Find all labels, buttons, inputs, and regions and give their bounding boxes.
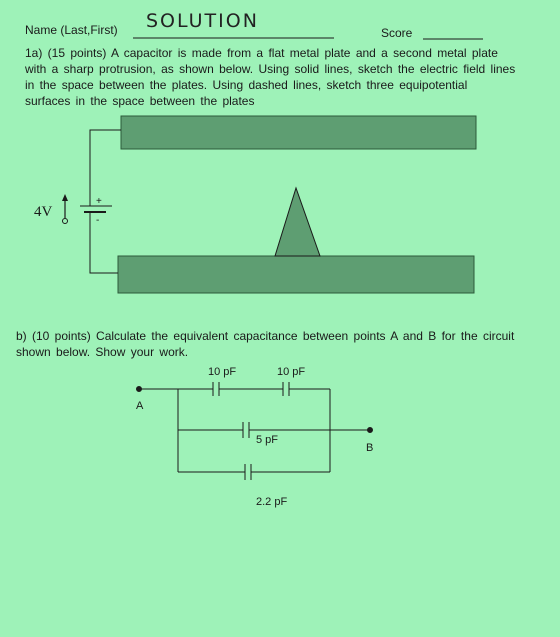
cap-middle-label: 5 pF [256, 434, 279, 446]
score-label: Score [381, 26, 413, 40]
top-plate [121, 116, 476, 149]
circuit-diagram [137, 382, 373, 480]
point-b-dot [368, 428, 373, 433]
point-a-label: A [136, 400, 144, 412]
point-a-dot [137, 387, 142, 392]
question-1a-text: 1a) (15 points) A capacitor is made from a flat metal plate and a second metal plate with a sharp protrusion, as shown below. Using solid lines, sketch the electric field lines in the space between the plates. Using dashed lines, sketch three equipotential surfaces in the space between the plates [25, 46, 516, 108]
cap-bottom-label: 2.2 pF [256, 496, 288, 508]
name-label: Name (Last,First) [25, 23, 118, 37]
battery-minus-label: - [96, 215, 100, 226]
bottom-wire [90, 212, 118, 273]
voltage-arrow-head [62, 194, 68, 201]
bottom-plate [118, 256, 474, 293]
point-b-label: B [366, 442, 374, 454]
question-1b-text: b) (10 points) Calculate the equivalent capacitance between points A and B for the circuit shown below. Show your work. [16, 329, 515, 359]
cap-top-right-label: 10 pF [277, 366, 306, 378]
top-wire [90, 130, 121, 206]
name-value: SOLUTION [146, 10, 259, 32]
cap-top-left-label: 10 pF [208, 366, 237, 378]
battery-plus-label: + [96, 196, 102, 207]
battery-voltage-label: 4V [34, 204, 53, 220]
voltage-arrow-tail [63, 219, 68, 224]
sharp-protrusion [275, 188, 320, 256]
capacitor-diagram [62, 116, 476, 293]
